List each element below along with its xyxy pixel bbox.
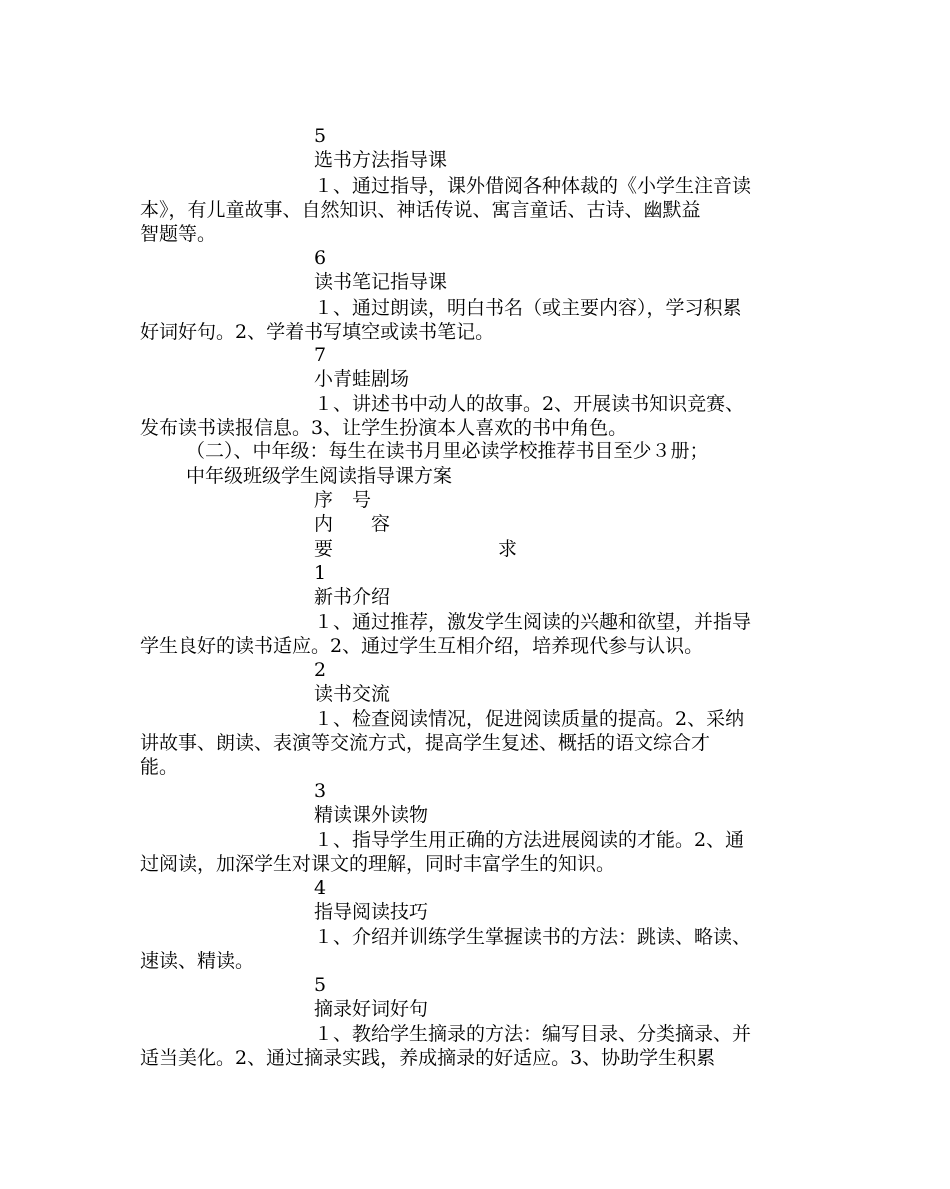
row-number: 5	[314, 125, 327, 147]
row-text-line: １、指导学生用正确的方法进展阅读的才能。2、通	[314, 829, 745, 851]
row-text-line: １、通过推荐，激发学生阅读的兴趣和欲望，并指导	[314, 611, 752, 633]
row-title: 精读课外读物	[314, 804, 429, 826]
row-text-line: 智题等。	[140, 223, 217, 245]
row-number: 3	[314, 780, 327, 802]
header-content: 内 容	[314, 513, 391, 535]
row-text-line: 过阅读，加深学生对课文的理解，同时丰富学生的知识。	[140, 853, 616, 875]
row-text-line: 好词好句。2、学着书写填空或读书笔记。	[140, 321, 495, 343]
row-number: 7	[314, 344, 327, 366]
row-title: 读书交流	[314, 683, 391, 705]
row-text-line: １、通过朗读，明白书名（或主要内容），学习积累	[314, 297, 742, 319]
row-title: 读书笔记指导课	[314, 271, 448, 293]
header-requirement-right: 求	[498, 538, 518, 560]
row-text-line: 能。	[140, 756, 179, 778]
row-title: 摘录好词好句	[314, 998, 429, 1020]
row-text-line: 发布读书读报信息。3、让学生扮演本人喜欢的书中角色。	[140, 417, 628, 439]
plan-title: 中年级班级学生阅读指导课方案	[186, 465, 453, 487]
row-number: 6	[314, 247, 327, 269]
row-number: 5	[314, 974, 327, 996]
row-text-line: 速读、精读。	[140, 950, 255, 972]
row-text-line: １、介绍并训练学生掌握读书的方法：跳读、略读、	[314, 926, 752, 948]
row-text-line: １、通过指导，课外借阅各种体裁的《小学生注音读	[314, 175, 752, 197]
row-title: 小青蛙剧场	[314, 368, 410, 390]
row-title: 指导阅读技巧	[314, 901, 429, 923]
header-requirement-left: 要	[314, 538, 334, 560]
row-title: 新书介绍	[314, 586, 391, 608]
row-number: 2	[314, 659, 327, 681]
row-text-line: １、教给学生摘录的方法：编写目录、分类摘录、并	[314, 1023, 752, 1045]
row-text-line: 适当美化。2、通过摘录实践，养成摘录的好适应。3、协助学生积累	[140, 1047, 716, 1069]
row-title: 选书方法指导课	[314, 149, 448, 171]
section-heading: （二）、中年级：每生在读书月里必读学校推荐书目至少３册；	[186, 440, 709, 462]
header-number: 序 号	[314, 489, 372, 511]
row-text-line: １、讲述书中动人的故事。2、开展读书知识竞赛、	[314, 393, 745, 415]
row-number: 4	[314, 877, 327, 899]
row-text-line: １、检查阅读情况，促进阅读质量的提高。2、采纳	[314, 708, 745, 730]
row-text-line: 本》，有儿童故事、自然知识、神话传说、寓言童话、古诗、幽默益	[140, 199, 701, 221]
row-number: 1	[314, 562, 327, 584]
row-text-line: 学生良好的读书适应。2、通过学生互相介绍，培养现代参与认识。	[140, 635, 704, 657]
row-text-line: 讲故事、朗读、表演等交流方式，提高学生复述、概括的语文综合才	[140, 732, 711, 754]
